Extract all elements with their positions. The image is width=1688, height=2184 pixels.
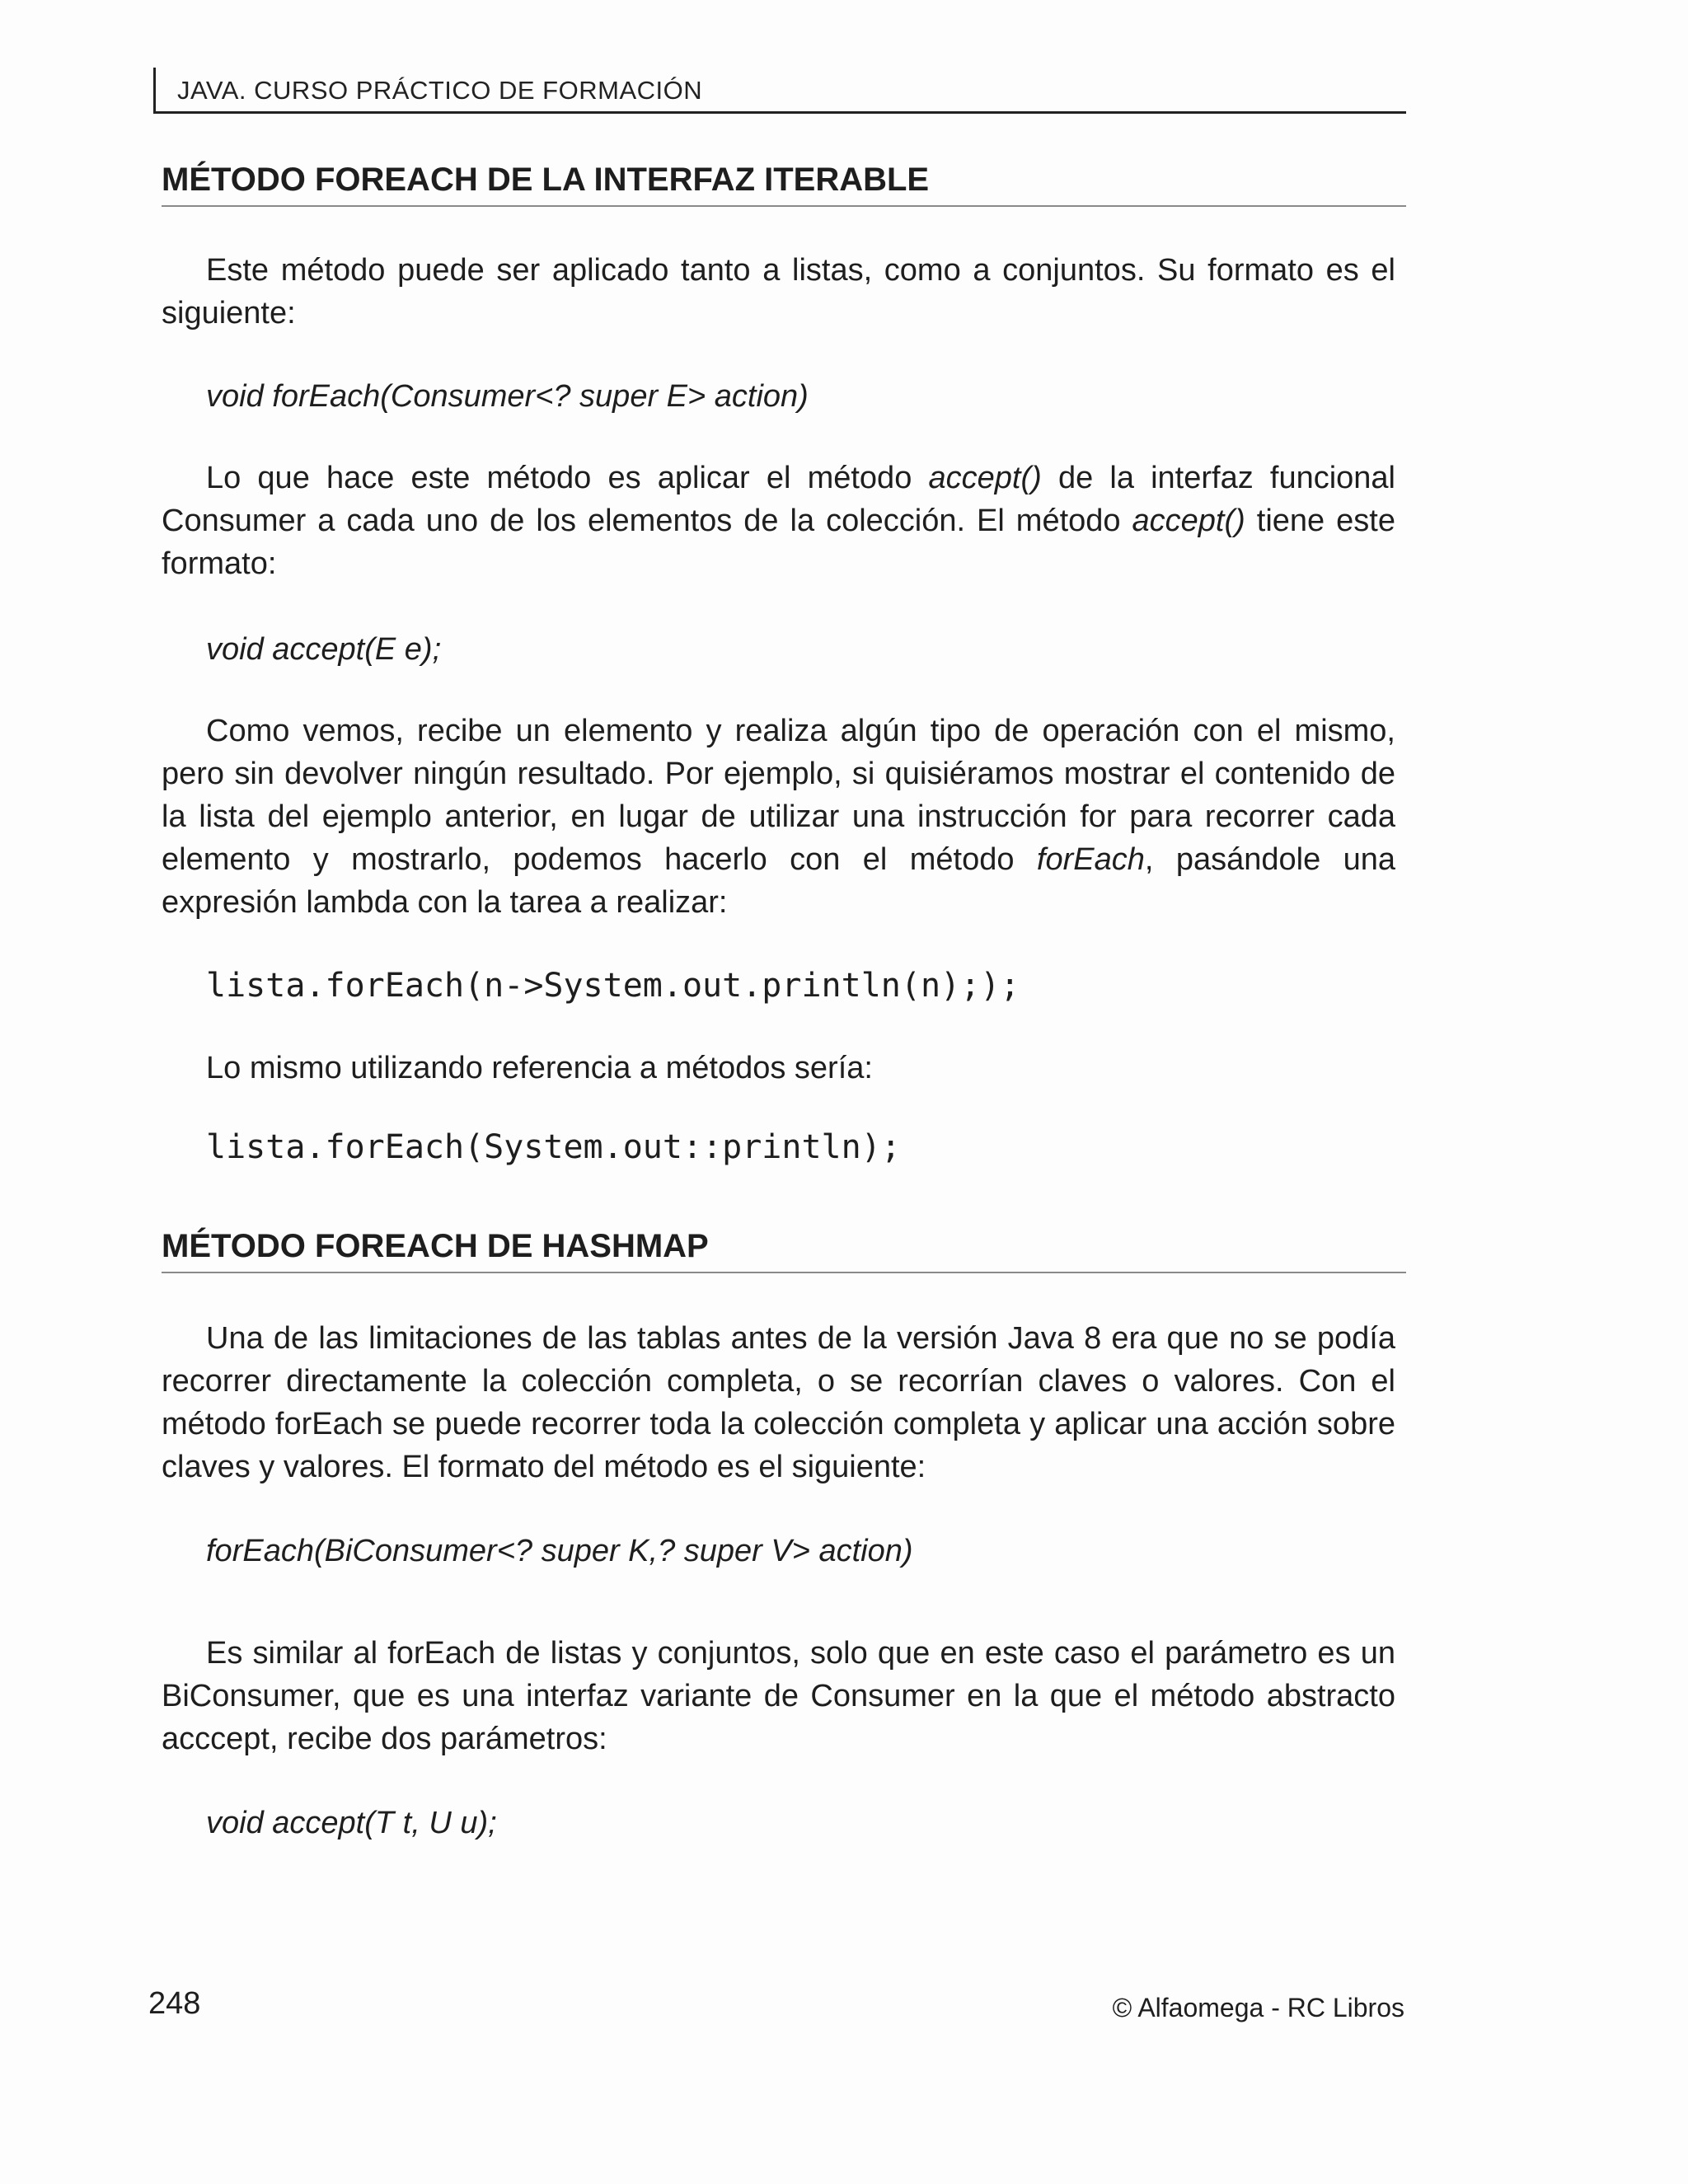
paragraph-lambda-example [162,710,1395,924]
copyright-notice: © Alfaomega - RC Libros [1112,1993,1404,2022]
text-run: , pasándole una expresión lambda con la tarea a realizar: [162,842,1395,920]
emphasis-foreach: forEach [1036,842,1145,877]
running-header-title: JAVA. CURSO PRÁCTICO DE FORMACIÓN [177,76,703,105]
paragraph-hashmap-intro: Una de las limitaciones de las tablas antes de la versión Java 8 era que no se podía recorrer directamente la colección completa, o se recorrían claves o valores. Con el método forEach se puede recorrer toda la colección completa y aplicar una acción sobre claves y valores. El formato del método es el siguiente: [162,1321,1395,1484]
page-number: 248 [148,1986,201,2021]
code-method-reference: lista.forEach(System.out::println); [206,1128,901,1166]
emphasis-accept: accept() [928,461,1042,495]
text-run: Lo que hace este método es aplicar el método [206,461,929,495]
paragraph-intro-iterable: Este método puede ser aplicado tanto a listas, como a conjuntos. Su formato es el siguiente: [162,253,1395,330]
paragraph-accept-description [162,457,1395,585]
signature-accept-e: void accept(E e); [206,632,442,667]
section-title-iterable-foreach: MÉTODO FOREACH DE LA INTERFAZ ITERABLE [162,162,1406,207]
signature-foreach-biconsumer: forEach(BiConsumer<? super K,? super V> action) [206,1534,913,1568]
emphasis-accept: accept() [1132,504,1245,538]
signature-foreach-consumer: void forEach(Consumer<? super E> action) [206,379,809,414]
section-title-hashmap-foreach: MÉTODO FOREACH DE HASHMAP [162,1228,1406,1273]
text-run: tiene este formato: [162,504,1396,581]
text-run: de la interfaz funcional Consumer a cada uno de los elementos de la colección. El método [162,461,1395,538]
running-header [153,68,1406,114]
code-lambda-foreach: lista.forEach(n->System.out.println(n);); [206,967,1020,1005]
signature-accept-t-u: void accept(T t, U u); [206,1806,497,1840]
paragraph-biconsumer-description: Es similar al forEach de listas y conjuntos, solo que en este caso el parámetro es un BiConsumer, que es una interfaz variante de Consumer en la que el método abstracto acccept, recibe dos parámetros: [162,1636,1395,1756]
text-run: Como vemos, recibe un elemento y realiza algún tipo de operación con el mismo, pero sin devolver ningún resultado. Por ejemplo, si quisiéramos mostrar el contenido de la lista del ejemplo anterior, en lugar de utilizar una instrucción for para recorrer cada elemento y mostrarlo, podemos hacerlo con el método [162,714,1395,877]
paragraph-method-reference: Lo mismo utilizando referencia a métodos sería: [206,1051,873,1085]
